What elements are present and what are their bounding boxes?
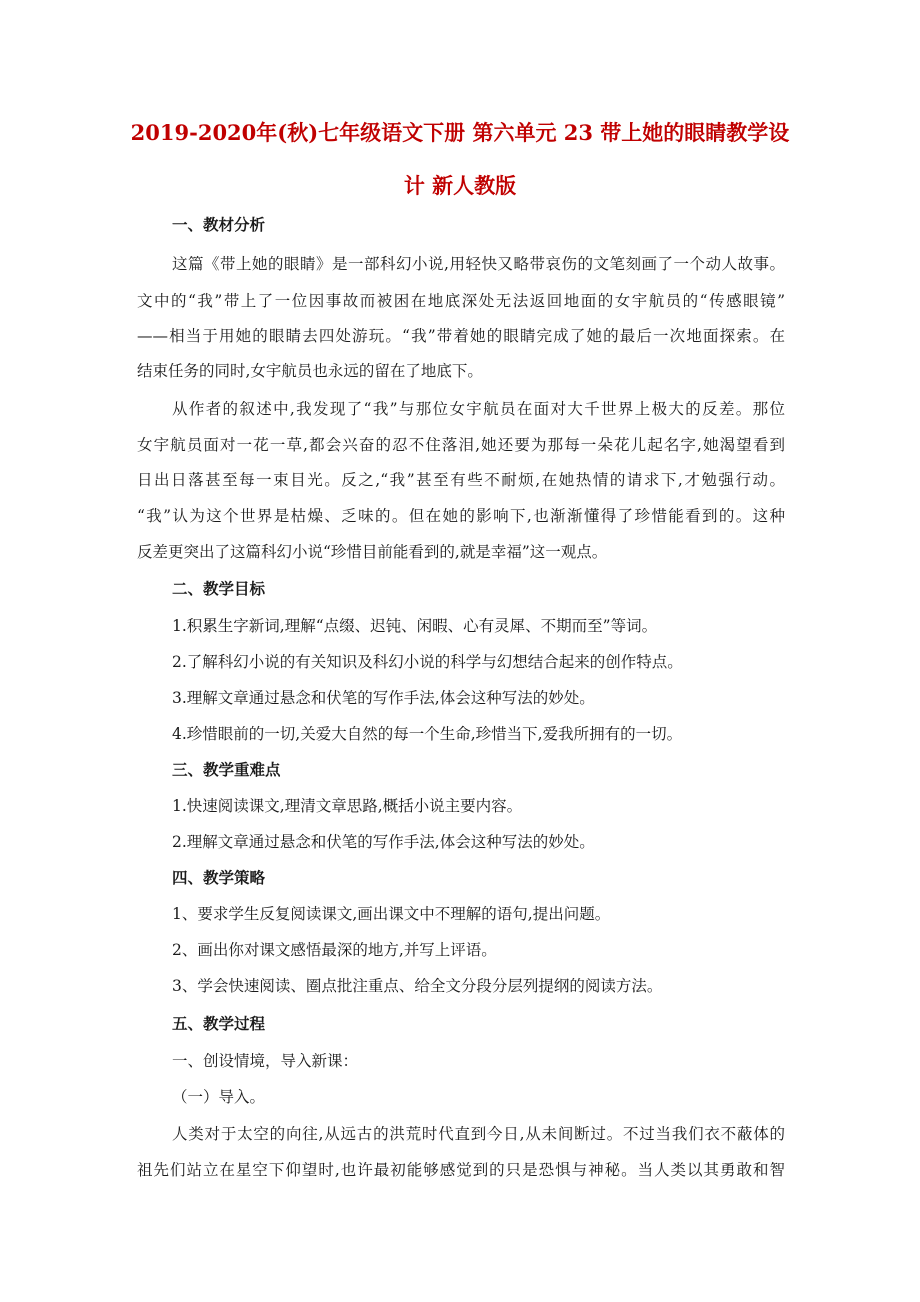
section-heading-teaching-strategies: 四、教学策略 <box>172 868 266 887</box>
paragraph-line: ——相当于用她的眼睛去四处游玩。“我”带着她的眼睛完成了她的最后一次地面探索。在 <box>137 327 785 345</box>
list-item: 1.快速阅读课文,理清文章思路,概括小说主要内容。 <box>172 797 523 815</box>
document-title-line-2: 计 新人教版 <box>403 173 517 198</box>
list-item: 3.理解文章通过悬念和伏笔的写作手法,体会这种写法的妙处。 <box>172 689 595 707</box>
paragraph-line: 人类对于太空的向往,从远古的洪荒时代直到今日,从未间断过。不过当我们衣不蔽体的 <box>172 1125 785 1143</box>
paragraph-line: 结束任务的同时,女宇航员也永远的留在了地底下。 <box>137 362 483 380</box>
paragraph-line: 祖先们站立在星空下仰望时,也许最初能够感觉到的只是恐惧与神秘。当人类以其勇敢和智 <box>137 1161 785 1179</box>
paragraph-line: 从作者的叙述中,我发现了“我”与那位女宇航员在面对大千世界上极大的反差。那位 <box>172 400 785 418</box>
paragraph-line: 反差更突出了这篇科幻小说“珍惜目前能看到的,就是幸福”这一观点。 <box>137 543 608 561</box>
paragraph-line: 女宇航员面对一花一草,都会兴奋的忍不住落泪,她还要为那每一朵花儿起名字,她渴望看到 <box>137 436 785 454</box>
list-item: 3、学会快速阅读、圈点批注重点、给全文分段分层列提纲的阅读方法。 <box>172 977 663 995</box>
section-heading-key-difficulties: 三、教学重难点 <box>172 760 281 779</box>
list-item: 一、创设情境，导入新课： <box>172 1052 359 1070</box>
paragraph-line: “我”认为这个世界是枯燥、乏味的。但在她的影响下,也渐渐懂得了珍惜能看到的。这种 <box>137 507 785 525</box>
section-heading-teaching-objectives: 二、教学目标 <box>172 579 266 598</box>
list-item: 2、画出你对课文感悟最深的地方,并写上评语。 <box>172 941 497 959</box>
paragraph-line: 日出日落甚至每一束目光。反之,“我”甚至有些不耐烦,在她热情的请求下,才勉强行动。 <box>137 471 785 489</box>
list-item: 2.理解文章通过悬念和伏笔的写作手法,体会这种写法的妙处。 <box>172 833 595 851</box>
list-item: 1、要求学生反复阅读课文,画出课文中不理解的语句,提出问题。 <box>172 905 611 923</box>
paragraph-line: 这篇《带上她的眼睛》是一部科幻小说,用轻快又略带哀伤的文笔刻画了一个动人故事。 <box>172 255 785 273</box>
document-title-line-1: 2019-2020年(秋)七年级语文下册 第六单元 23 带上她的眼睛教学设 <box>130 120 790 145</box>
list-item: 2.了解科幻小说的有关知识及科幻小说的科学与幻想结合起来的创作特点。 <box>172 653 683 671</box>
paragraph-line: 文中的“我”带上了一位因事故而被困在地底深处无法返回地面的女宇航员的“传感眼镜” <box>137 292 785 310</box>
section-heading-textbook-analysis: 一、教材分析 <box>172 215 266 234</box>
section-heading-teaching-process: 五、教学过程 <box>172 1014 266 1033</box>
list-item: （一）导入。 <box>172 1088 266 1106</box>
list-item: 4.珍惜眼前的一切,关爱大自然的每一个生命,珍惜当下,爱我所拥有的一切。 <box>172 725 683 743</box>
list-item: 1.积累生字新词,理解“点缀、迟钝、闲暇、心有灵犀、不期而至”等词。 <box>172 617 658 635</box>
